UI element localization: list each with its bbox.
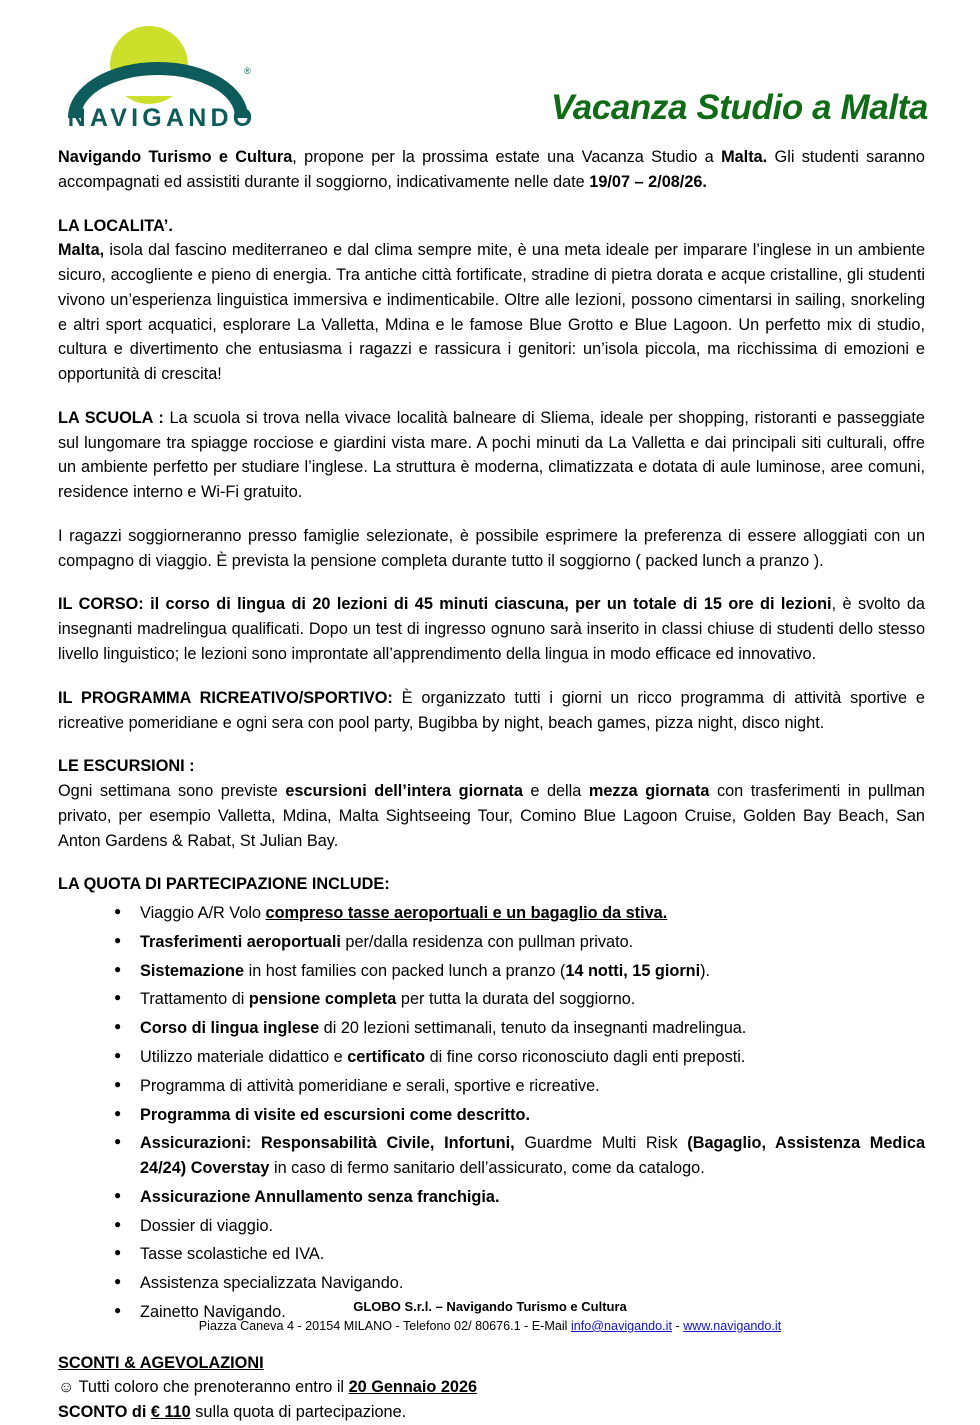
list-item-segment: in host families con packed lunch a pranzo ( [244, 961, 566, 980]
escursioni-text-1: Ogni settimana sono previste [58, 782, 286, 801]
spacer [58, 387, 925, 406]
list-item-segment: Programma di attività pomeridiane e serali, sportive e ricreative. [140, 1076, 600, 1095]
section-heading-escursioni: LE ESCURSIONI : [58, 757, 195, 776]
escursioni-bold-2: mezza giornata [588, 782, 710, 801]
spacer [58, 505, 925, 524]
list-item-segment: in caso di fermo sanitario dell’assicurato, come da catalogo. [269, 1159, 705, 1178]
list-item-segment: Trasferimenti aeroportuali [140, 932, 341, 951]
document-body [0, 145, 980, 1425]
spacer [58, 667, 925, 686]
list-item-segment: Assicurazioni: Responsabilità Civile, Infortuni, [140, 1134, 515, 1153]
page-title: Vacanza Studio a Malta [551, 88, 928, 127]
intro-company: Navigando Turismo e Cultura [58, 148, 293, 166]
list-item-segment: di 20 lezioni settimanali, tenuto da insegnanti madrelingua. [319, 1019, 747, 1038]
sconto-suffix: sulla quota di partecipazione. [190, 1403, 407, 1422]
list-item-segment: Assicurazione Annullamento senza franchigia. [140, 1187, 500, 1206]
list-item-segment: Utilizzo materiale didattico e [140, 1047, 348, 1066]
spacer [58, 735, 925, 754]
scuola-paragraph [58, 406, 925, 505]
list-item [114, 987, 925, 1012]
list-item-segment: 14 notti, 15 giorni [565, 961, 701, 980]
spacer [58, 853, 925, 872]
list-item [114, 1131, 925, 1181]
list-item-segment: Programma di visite ed escursioni come descritto. [140, 1105, 530, 1124]
section-heading-corso: IL CORSO: [58, 595, 144, 614]
localita-lead: Malta, [58, 241, 105, 260]
list-item-segment: (Bagaglio, Assistenza Medica 24/24) Coverstay [140, 1134, 925, 1178]
intro-destination: Malta. [721, 148, 768, 166]
list-item-segment: Guardme Multi Risk [514, 1134, 688, 1153]
list-item-segment: Trattamento di [140, 990, 249, 1009]
sconti-heading-text: SCONTI & AGEVOLAZIONI [58, 1353, 264, 1372]
section-heading-localita: LA LOCALITA’. [58, 216, 173, 235]
scuola-text: La scuola si trova nella vivace località balneare di Sliema, ideale per shopping, ristoranti e passeggiate sul lungomare tra spiagge rocciose e giardini vista mare. A pochi minuti da La Valletta e dai principali siti culturali, offre un ambiente perfetto per studiare l’inglese. La struttura è moderna, climatizzata e dotata di aule luminose, aree comuni, residence interno e Wi-Fi gratuito. [58, 408, 925, 502]
sconti-line1-text: Tutti coloro che prenoteranno entro il [74, 1378, 349, 1397]
list-item [114, 1074, 925, 1099]
quota-include-list [58, 901, 925, 1324]
intro-text-2: Gli studenti saranno accompagnati ed assistiti durante il soggiorno, indicativamente nelle date [58, 148, 925, 191]
list-item-segment: di fine corso riconosciuto dagli enti preposti. [425, 1047, 746, 1066]
famiglie-paragraph: I ragazzi soggiorneranno presso famiglie selezionate, è possibile esprimere la preferenza di essere alloggiati con un compagno di viaggio. È prevista la pensione completa durante tutto il soggiorno ( packed lunch a pranzo ). [58, 526, 925, 570]
escursioni-paragraph [58, 779, 925, 853]
document-header [0, 0, 980, 145]
programma-text: È organizzato tutti i giorni un ricco programma di attività sportive e ricreative pomeridiane e ogni sera con pool party, Bugibba by night, beach games, pizza night, disco night. [58, 688, 925, 732]
programma-paragraph [58, 686, 925, 736]
sconti-line-1 [58, 1375, 925, 1400]
sconto-label: SCONTO di [58, 1403, 151, 1422]
list-item-segment: per tutta la durata del soggiorno. [396, 990, 636, 1009]
list-item [114, 1103, 925, 1128]
intro-paragraph [58, 145, 925, 195]
logo-wordmark: NAVIGANDO [67, 104, 257, 132]
document-footer [0, 1298, 980, 1335]
footer-website-link[interactable]: www.navigando.it [683, 1318, 782, 1333]
escursioni-bold-1: escursioni dell’intera giornata [285, 782, 523, 801]
registered-trademark-icon: ® [244, 66, 251, 76]
list-item-segment: Viaggio A/R Volo [140, 904, 266, 923]
list-item [114, 1271, 925, 1296]
intro-dates: 19/07 – 2/08/26. [589, 172, 707, 191]
sconto-amount: € 110 [150, 1403, 191, 1422]
list-item-segment: Dossier di viaggio. [140, 1216, 274, 1235]
list-item [114, 901, 925, 926]
footer-company: GLOBO S.r.l. – Navigando Turismo e Cultura [353, 1298, 627, 1314]
list-item [114, 1045, 925, 1070]
list-item [114, 959, 925, 984]
list-item-segment: Sistemazione [140, 961, 245, 980]
list-item-segment: Tasse scolastiche ed IVA. [140, 1245, 325, 1264]
list-item-segment: Zainetto Navigando. [140, 1302, 286, 1321]
list-item-segment: compreso tasse aeroportuali e un bagaglio da stiva. [265, 904, 668, 923]
navigando-logo [62, 18, 267, 136]
corso-bold-text: il corso di lingua di 20 lezioni di 45 minuti ciascuna, per un totale di 15 ore di lezioni [143, 595, 832, 614]
intro-text-1: , propone per la prossima estate una Vacanza Studio a [292, 148, 722, 166]
list-item [114, 1242, 925, 1267]
spacer [58, 195, 925, 214]
footer-address-line [0, 1317, 980, 1335]
list-item-segment: ). [700, 961, 711, 980]
list-item [114, 1016, 925, 1041]
section-heading-programma: IL PROGRAMMA RICREATIVO/SPORTIVO: [58, 688, 393, 707]
section-heading-quota: LA QUOTA DI PARTECIPAZIONE INCLUDE: [58, 875, 390, 894]
list-item [114, 1214, 925, 1239]
localita-paragraph [58, 238, 925, 387]
escursioni-text-3: con trasferimenti in pullman privato, per esempio Valletta, Mdina, Malta Sightseeing Tour, Comino Blue Lagoon Cruise, Golden Bay Beach, San Anton Gardens & Rabat, St Julian Bay. [58, 782, 925, 850]
list-item-segment: Corso di lingua inglese [140, 1019, 320, 1038]
corso-text: , è svolto da insegnanti madrelingua qualificati. Dopo un test di ingresso ognuno sarà inserito in classi chiuse di studenti dello stesso livello linguistico; le lezioni sono improntate all’apprendimento della lingua in modo efficace ed innovativo. [58, 595, 925, 664]
list-item-segment: pensione completa [248, 990, 397, 1009]
list-item [114, 1185, 925, 1210]
escursioni-text-2: e della [522, 782, 589, 801]
sconti-deadline: 20 Gennaio 2026 [348, 1378, 478, 1397]
localita-text: isola dal fascino mediterraneo e dal clima sempre mite, è una meta ideale per imparare l’inglese in un ambiente sicuro, accogliente e pieno di energia. Tra antiche città fortificate, stradine di pietra dorata e acque cristalline, gli studenti vivono un’esperienza linguistica immersiva e indimenticabile. Oltre alle lezioni, possono cimentarsi in sailing, snorkeling e altri sport acquatici, esplorare La Valletta, Mdina e le famose Blue Grotto e Blue Lagoon. Un perfetto mix di studio, cultura e divertimento che entusiasma i ragazzi e rassicura i genitori: un’isola piccola, ma ricchissima di emozioni e opportunità di crescita! [58, 241, 925, 384]
section-heading-sconti [58, 1351, 925, 1376]
list-item [114, 930, 925, 955]
list-item-segment: certificato [347, 1047, 426, 1066]
sconti-line-2 [58, 1400, 925, 1425]
smiley-face-icon: ☺ [58, 1379, 75, 1397]
footer-address: Piazza Caneva 4 - 20154 MILANO - Telefono 02/ 80676.1 - E-Mail [198, 1318, 571, 1333]
footer-email-link[interactable]: info@navigando.it [570, 1318, 672, 1333]
corso-paragraph [58, 592, 925, 666]
spacer [58, 573, 925, 592]
list-item-segment: Assistenza specializzata Navigando. [140, 1274, 404, 1293]
section-heading-scuola: LA SCUOLA : [58, 408, 164, 427]
footer-separator: - [671, 1318, 684, 1333]
list-item-segment: per/dalla residenza con pullman privato. [340, 932, 634, 951]
